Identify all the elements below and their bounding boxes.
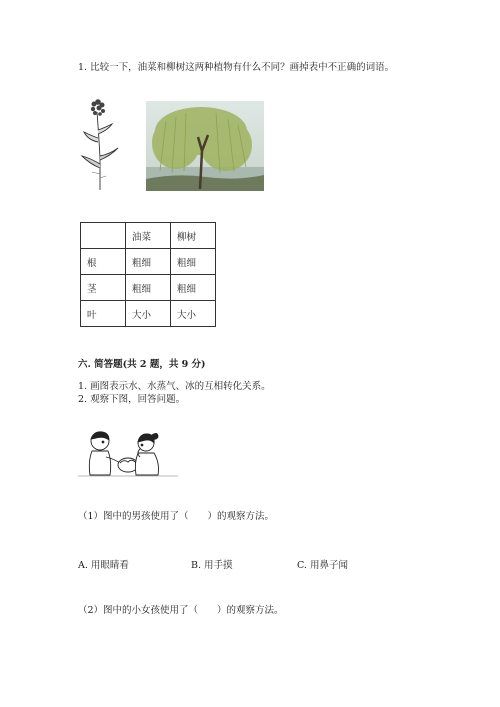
table-row [81,301,216,327]
table-cell[interactable]: 粗细 [171,249,216,275]
table-header-row [81,223,216,249]
table-cell[interactable]: 粗细 [126,275,171,301]
table-row [81,275,216,301]
children-observing-image [78,429,178,479]
table-header-rape: 油菜 [126,223,171,249]
question-2-text: 2. 观察下图，回答问题。 [78,394,186,405]
sub-question-2: （2）图中的小女孩使用了（ ）的观察方法。 [78,605,284,616]
question-1-text: 1. 画图表示水、水蒸气、冰的互相转化关系。 [78,381,271,392]
table-row [81,249,216,275]
rape-plant-image [76,98,122,192]
option-b[interactable]: B. 用手摸 [191,560,233,571]
question-text: 1. 比较一下，油菜和柳树这两种植物有什么不同？画掉表中不正确的词语。 [78,62,395,73]
option-a[interactable]: A. 用眼睛看 [78,560,129,571]
table-cell [81,223,126,249]
section-heading: 六. 简答题(共 2 题，共 9 分) [78,359,206,370]
willow-tree-image [146,101,264,191]
table-cell[interactable]: 粗细 [171,275,216,301]
row-label-leaf: 叶 [81,301,126,327]
row-label-stem: 茎 [81,275,126,301]
table-cell[interactable]: 大小 [126,301,171,327]
sub-question-1: （1）图中的男孩使用了（ ）的观察方法。 [78,511,275,522]
table-cell[interactable]: 大小 [171,301,216,327]
table-header-willow: 柳树 [171,223,216,249]
comparison-table [80,222,216,327]
option-c[interactable]: C. 用鼻子闻 [297,560,348,571]
table-cell[interactable]: 粗细 [126,249,171,275]
row-label-root: 根 [81,249,126,275]
